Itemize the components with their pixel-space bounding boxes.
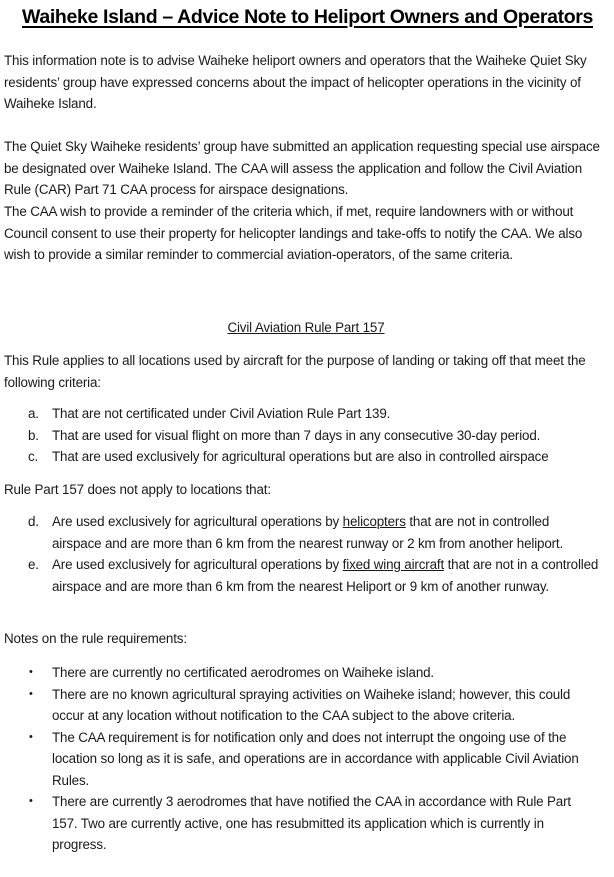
list-item-text: The CAA requirement is for notification only and does not interrupt the ongoing use of the location so long as it is safe, and operations are in accordance with applicable Civil Aviation Rules. [52, 729, 579, 788]
bullet-icon: • [29, 666, 33, 678]
list-item [4, 511, 600, 554]
rule-intro-paragraph: This Rule applies to all locations used by aircraft for the purpose of landing or taking off that meet the following criteria: [4, 353, 586, 390]
criteria-list [4, 403, 608, 468]
list-item [4, 446, 600, 468]
exclusions-intro: Rule Part 157 does not apply to locations that: [4, 482, 271, 497]
list-item-text: There are currently no certificated aerodromes on Waiheke island. [52, 665, 434, 680]
bullet-icon: • [29, 730, 33, 743]
notes-intro: Notes on the rule requirements: [4, 631, 187, 646]
list-item-text: That are not certificated under Civil Aviation Rule Part 139. [52, 406, 391, 421]
notes-list [4, 662, 608, 856]
list-item-text: There are no known agricultural spraying activities on Waiheke island; however, this could occur at any location without notification to the CAA subject to the above criteria. [52, 686, 571, 723]
underlined-term-helicopters: helicopters [342, 514, 406, 529]
list-item [4, 684, 600, 727]
list-item-text: That are used exclusively for agricultural operations but are also in controlled airspace [52, 449, 549, 464]
list-item-text-after: that are not in a controlled airspace and are more than 6 km from the nearest Heliport or 9 km of another runway. [52, 557, 599, 594]
underlined-term-fixed-wing-aircraft: fixed wing aircraft [342, 557, 445, 572]
exclusions-list [4, 511, 608, 597]
list-item-text: There are currently 3 aerodromes that have notified the CAA in accordance with Rule Part 157. Two are currently active, one has resubmitted its application which is currently in progress. [52, 794, 571, 852]
bullet-icon: • [29, 687, 33, 700]
list-item [4, 403, 600, 425]
section-heading: Civil Aviation Rule Part 157 [227, 320, 385, 335]
list-marker: b. [28, 427, 39, 443]
application-paragraph: The Quiet Sky Waiheke residents’ group have submitted an application requesting special use airspace be designated over Waiheke Island. The CAA will assess the application and follow the Civil Aviation Rule (CAR) Part 71 CAA process for airspace designations. [4, 139, 600, 197]
list-item [4, 425, 600, 447]
list-marker: e. [28, 557, 39, 572]
document-title: Waiheke Island – Advice Note to Heliport Owners and Operators [22, 6, 594, 28]
list-item-text: That are used for visual flight on more than 7 days in any consecutive 30-day period. [52, 427, 541, 443]
list-item [4, 727, 600, 792]
list-item-text-before: Are used exclusively for agricultural operations by [52, 514, 343, 529]
list-item [4, 662, 600, 684]
bullet-icon: • [29, 795, 33, 807]
list-marker: d. [28, 514, 39, 529]
list-marker: a. [28, 406, 39, 421]
list-item [4, 554, 600, 597]
reminder-paragraph: The CAA wish to provide a reminder of the criteria which, if met, require landowners with or without Council consent to use their property for helicopter landings and take-offs to notify the CAA. We also wish to provide a similar reminder to commercial aviation-operators, of the same criteria. [4, 204, 583, 262]
list-item-text-after: that are not in controlled airspace and are more than 6 km from the nearest runway or 2 km from another heliport. [52, 514, 564, 551]
list-item-text-before: Are used exclusively for agricultural operations by [52, 557, 343, 572]
list-marker: c. [28, 449, 39, 464]
intro-paragraph: This information note is to advise Waiheke heliport owners and operators that the Waiheke Quiet Sky residents’ group have expressed concerns about the impact of helicopter operations in the vicinity of Waiheke Island. [4, 53, 587, 111]
list-item [4, 791, 600, 856]
